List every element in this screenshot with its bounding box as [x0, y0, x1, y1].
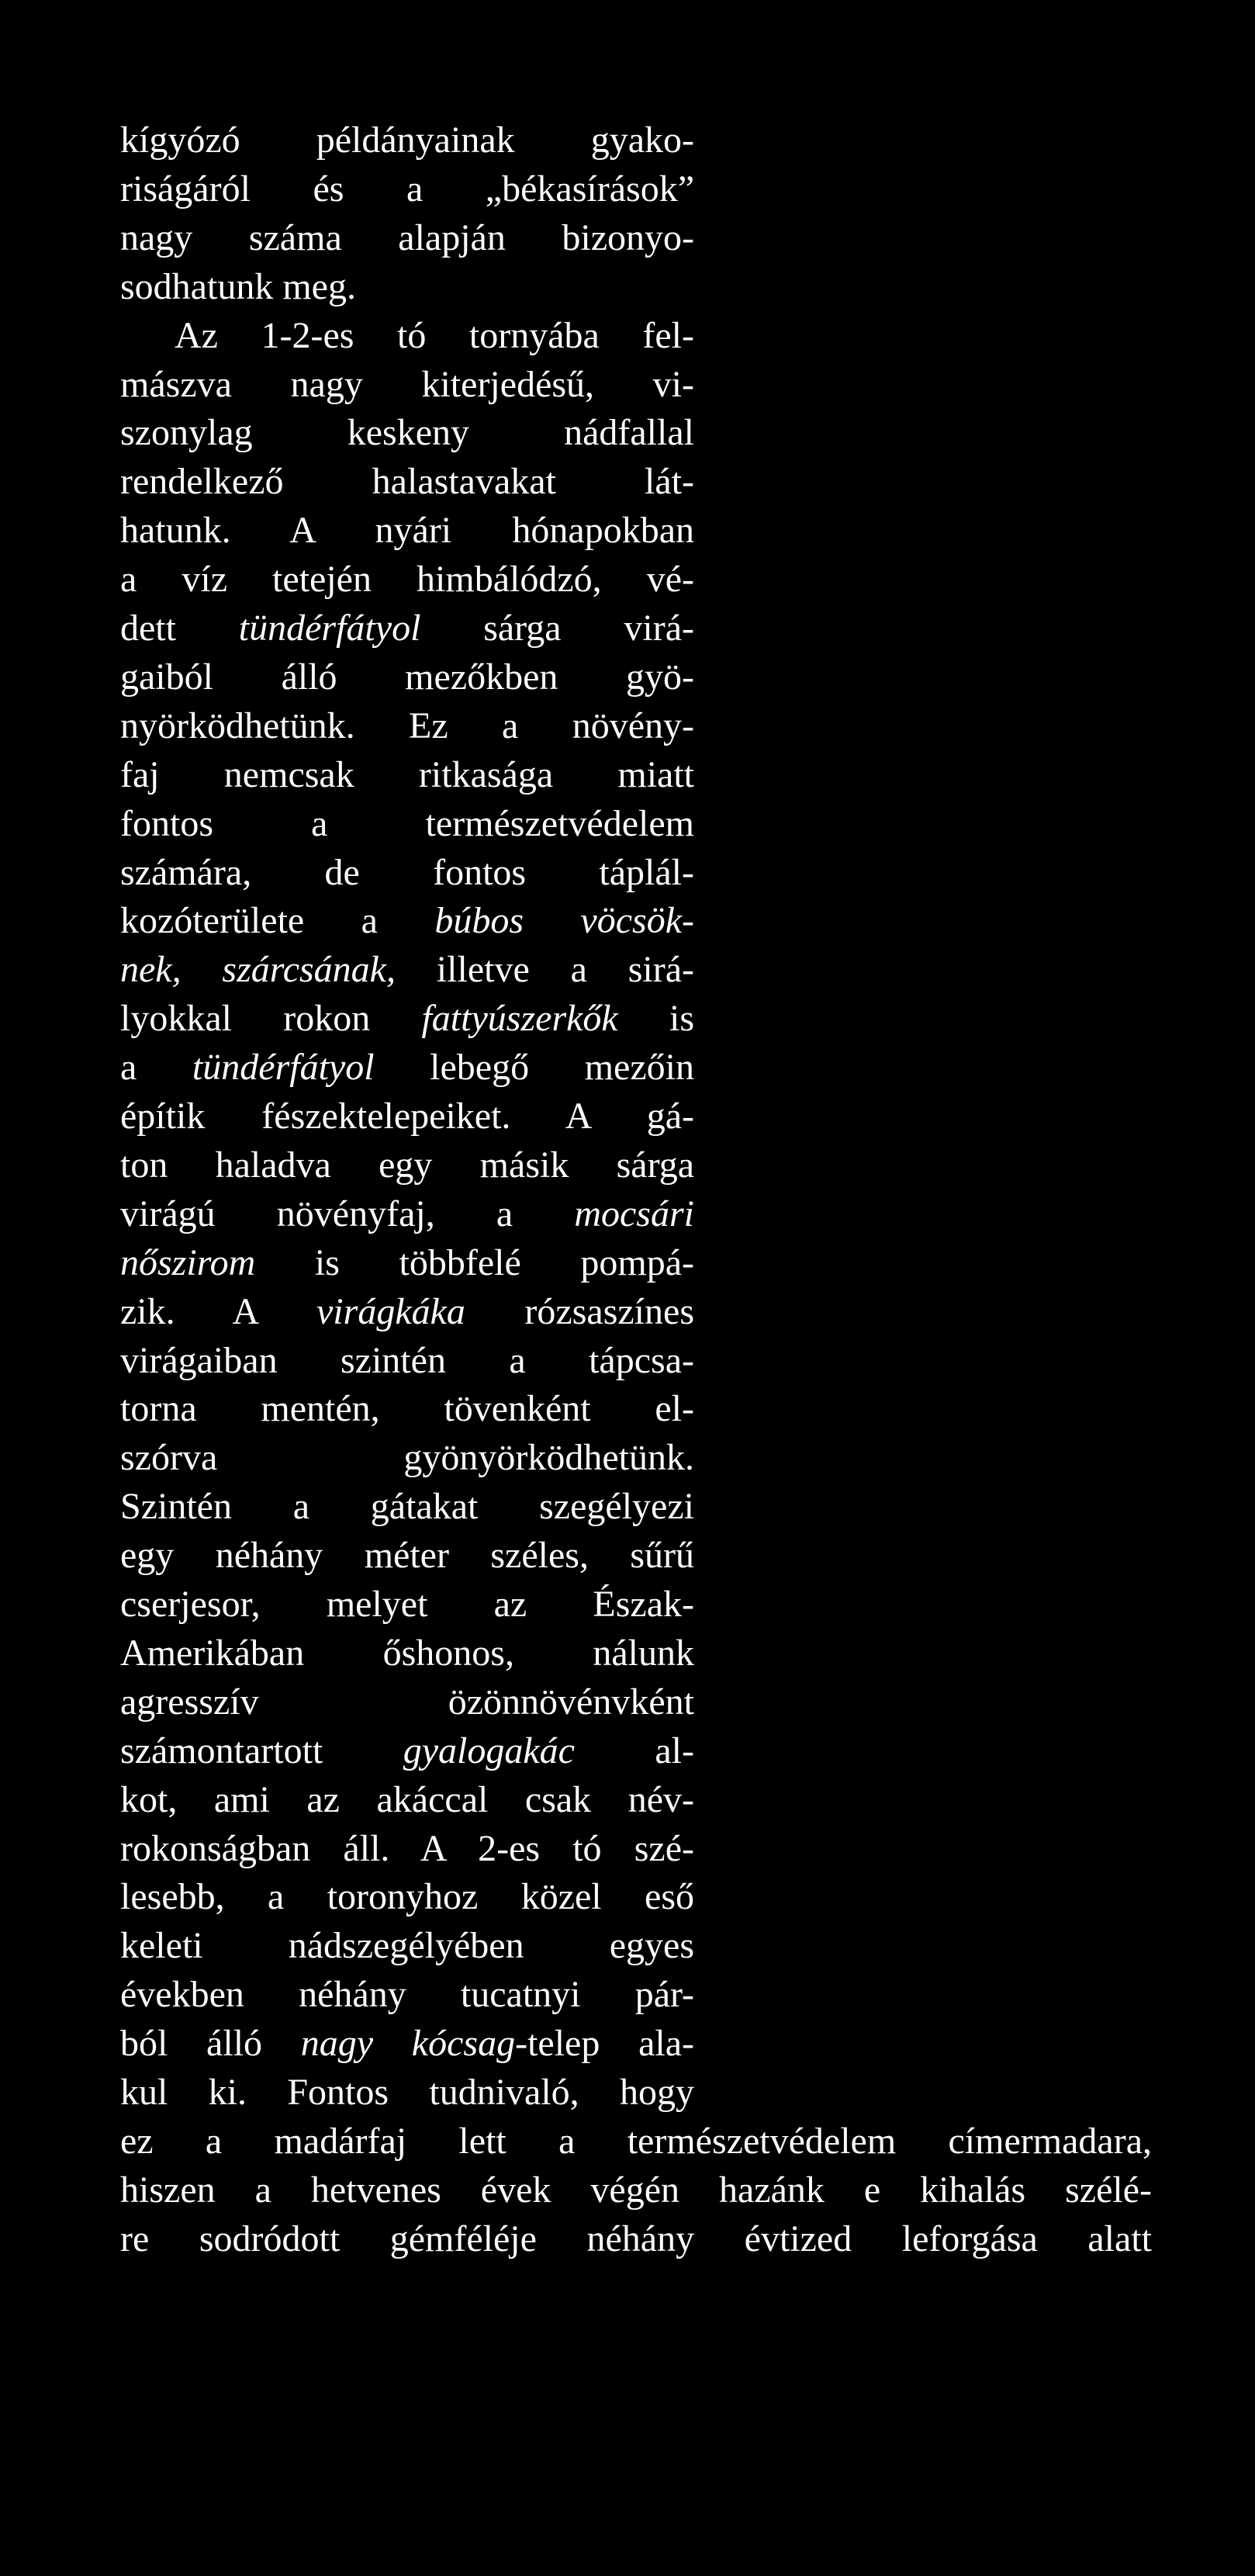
italic-term: nőszirom — [120, 1242, 256, 1283]
italic-term: gyalogakác — [403, 1730, 575, 1771]
text-run: kozóterülete a — [120, 900, 435, 941]
text-run: egy néhány méter széles, sűrű — [120, 1535, 694, 1576]
text-run: Amerikában őshonos, nálunk — [120, 1633, 694, 1674]
text-line — [120, 167, 694, 212]
text-run: szonylag keskeny nádfallal — [120, 412, 694, 453]
italic-term: nagy kócsag — [300, 2023, 516, 2064]
text-line — [120, 2119, 1152, 2164]
text-run: zik. A — [120, 1291, 316, 1332]
text-line — [120, 1045, 694, 1090]
text-run: kul ki. Fontos tudnivaló, hogy — [120, 2072, 694, 2113]
text-run: Szintén a gátakat szegélyezi — [120, 1486, 694, 1527]
text-run: al- — [574, 1730, 694, 1771]
text-line — [120, 1484, 694, 1529]
text-line — [120, 753, 694, 798]
text-run: sodhatunk meg. — [120, 266, 356, 307]
text-run: fontos a természetvédelem — [120, 803, 694, 844]
text-run: dett — [120, 608, 239, 649]
text-line — [120, 947, 694, 992]
text-run: Az 1-2-es tó tornyába fel- — [175, 315, 694, 356]
text-line — [120, 1290, 694, 1335]
text-line — [120, 655, 694, 700]
text-run: gaiból álló mezőkben gyö- — [120, 656, 694, 698]
text-line — [120, 1533, 694, 1578]
text-line — [120, 216, 694, 261]
text-run: re sodródott gémféléje néhány évtized leforgása alatt — [120, 2218, 1152, 2259]
text-run: nyörködhetünk. Ez a növény- — [120, 705, 694, 746]
italic-term: virágkáka — [316, 1291, 465, 1332]
text-line — [120, 996, 694, 1041]
text-line — [120, 1875, 694, 1920]
text-run: lebegő mezőin — [374, 1047, 694, 1088]
text-run: cserjesor, melyet az Észak- — [120, 1584, 694, 1625]
text-line — [120, 850, 694, 895]
text-run: is többfelé pompá- — [255, 1242, 694, 1283]
text-run: ez a madárfaj lett a természetvédelem címermadara, — [120, 2121, 1152, 2162]
text-run: virágú növényfaj, a — [120, 1193, 575, 1234]
text-line — [120, 557, 694, 602]
text-run: hiszen a hetvenes évek végén hazánk e kihalás szélé- — [120, 2169, 1152, 2211]
text-line — [120, 1778, 694, 1823]
text-line — [120, 265, 694, 310]
italic-term: tündérfátyol — [192, 1047, 375, 1088]
text-line — [120, 1094, 694, 1139]
italic-term: tündérfátyol — [238, 608, 421, 649]
text-run: faj nemcsak ritkasága miatt — [120, 754, 694, 795]
text-run: a víz tetején himbálódzó, vé- — [120, 559, 694, 600]
text-line — [120, 2217, 1152, 2262]
text-run: illetve a sirá- — [395, 949, 695, 990]
text-line — [120, 410, 694, 455]
text-run: riságáról és a „békasírások” — [120, 168, 694, 209]
text-run: építik fészektelepeiket. A gá- — [120, 1096, 694, 1137]
text-run: kígyózó példányainak gyako- — [120, 119, 694, 161]
text-line — [120, 2070, 694, 2115]
text-line — [120, 1582, 694, 1627]
text-run: -telep ala- — [515, 2023, 695, 2064]
text-line — [120, 313, 694, 358]
text-run: a — [120, 1047, 192, 1088]
text-line — [120, 1680, 694, 1725]
text-run: rendelkező halastavakat lát- — [120, 461, 694, 502]
text-line — [120, 1338, 694, 1383]
text-line — [120, 362, 694, 407]
text-run: években néhány tucatnyi pár- — [120, 1974, 694, 2015]
text-line — [120, 898, 694, 943]
text-line — [120, 1923, 694, 1968]
text-run: rokonságban áll. A 2-es tó szé- — [120, 1828, 694, 1869]
italic-term: nek, szárcsának, — [120, 949, 396, 990]
text-line — [120, 2021, 694, 2066]
text-run: nagy száma alapján bizonyo- — [120, 217, 694, 258]
italic-term: búbos vöcsök- — [434, 900, 694, 941]
text-run: lesebb, a toronyhoz közel eső — [120, 1876, 694, 1917]
text-line — [120, 1729, 694, 1774]
text-line — [120, 459, 694, 504]
text-line — [120, 1241, 694, 1286]
text-run: kot, ami az akáccal csak név- — [120, 1779, 694, 1820]
text-run: keleti nádszegélyében egyes — [120, 1925, 694, 1966]
text-run: lyokkal rokon — [120, 998, 422, 1039]
text-run: torna mentén, tövenként el- — [120, 1388, 694, 1429]
text-line — [120, 1631, 694, 1676]
text-run: is — [617, 998, 694, 1039]
text-run: ból álló — [120, 2023, 301, 2064]
text-line — [120, 1387, 694, 1432]
text-line — [120, 118, 694, 163]
text-line — [120, 1972, 694, 2017]
text-run: szórva gyönyörködhetünk. — [120, 1437, 694, 1478]
text-run: számára, de fontos táplál- — [120, 852, 694, 893]
text-line — [120, 606, 694, 651]
text-run: sárga virá- — [420, 608, 694, 649]
text-line — [120, 508, 694, 553]
text-run: ton haladva egy másik sárga — [120, 1144, 694, 1186]
text-run: rózsaszínes — [465, 1291, 695, 1332]
text-line — [120, 1826, 694, 1871]
text-run: hatunk. A nyári hónapokban — [120, 510, 694, 551]
italic-term: fattyúszerkők — [421, 998, 618, 1039]
text-run: virágaiban szintén a tápcsa- — [120, 1340, 694, 1381]
italic-term: mocsári — [574, 1193, 694, 1234]
text-line — [120, 704, 694, 749]
text-line — [120, 1143, 694, 1188]
text-run: mászva nagy kiterjedésű, vi- — [120, 364, 694, 405]
text-run: agresszív özönnövénvként — [120, 1681, 694, 1723]
text-line — [120, 1192, 694, 1237]
text-line — [120, 2168, 1152, 2213]
text-run: számontartott — [120, 1730, 403, 1771]
text-line — [120, 802, 694, 847]
text-line — [120, 1435, 694, 1480]
